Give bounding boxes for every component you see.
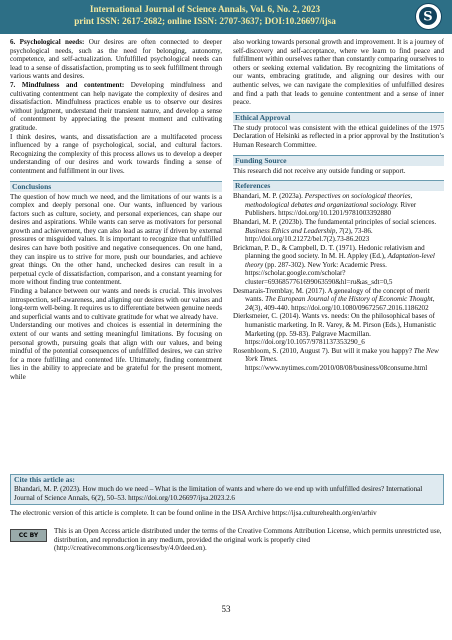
reference-item[interactable]: Dierksmeier, C. (2014). Wants vs. needs: On the philosophical bases of humanistic marketing. In R. Varey, & M. Pirson (Eds.), Humanistic Marketing (pp. 59-83). Palgrave Macmillan. https://doi.org/10.1057/9781137353290_6 <box>233 312 437 347</box>
reference-item: Bhandari, M. P. (2023a). Perspectives on sociological theories, methodological debates and organizational sociology. River Publishers. https://doi.org/10.1201/9781003392880 <box>233 192 417 218</box>
psych-needs-text: Our desires are often connected to deeper psychological needs, such as the need for belonging, autonomy, competence, and self-actualization. Unfulfilled psychological needs can lead to a sense of dissatisfaction, prompting us to seek fulfillment through various wants and desires. <box>10 38 222 81</box>
conclusions-paragraph: Understanding our motives and choices is essential in determining the extent of our wants and setting meaningful limitations. By focusing on personal growth, pursuing goals that align with our values, and being mindful of the potential consequences of unfulfilled desires, we can strive for a more fulfilling and contented life. Ultimately, finding contentment lies in the ability to appreciate and be grateful for the present moment, while <box>10 321 222 381</box>
ethical-approval-heading: Ethical Approval <box>233 112 444 123</box>
journal-issn-line: print ISSN: 2617-2682; online ISSN: 2707-3637; DOI:10.26697/ijsa <box>74 16 336 26</box>
references-heading: References <box>233 180 444 191</box>
conclusions-heading: Conclusions <box>10 181 222 192</box>
left-column <box>10 38 222 382</box>
cc-license-icon: CC BY <box>10 529 47 542</box>
page-number: 53 <box>221 604 231 614</box>
reference-item: Desmarais-Tremblay, M. (2017). A genealogy of the concept of merit wants. The European Journal of the History of Economic Thought, 24(3), 409-440. https://doi.org/10.1080/09672567.2016.1186202 <box>233 286 435 312</box>
license-text[interactable]: This is an Open Access article distributed under the terms of the Creative Commons Attribution License, which permits unrestricted use, distribution, and reproduction in any medium, provided the original work is properly cited (http://creativecommons.org/licenses/by/4.0/deed.en). <box>54 527 442 553</box>
psych-needs-heading: 6. Psychological needs: <box>10 38 85 46</box>
cite-text[interactable]: Bhandari, M. P. (2023). How much do we need – What is the limitation of wants and where do we end up with unfulfilled desires? International Journal of Science Annals, 6(2), 50–53. https://doi.org/10.26697/ijsa.2023.2.6 <box>14 485 423 502</box>
svg-text:S: S <box>423 9 433 25</box>
mindfulness-text: Developing mindfulness and cultivating contentment can help navigate the complexity of desires and dissatisfaction. Mindfulness practices enable us to observe our desires without judgment, understand their transient nature, and develop a sense of contentment by appreciating the present moment and cultivating gratitude. <box>10 80 222 132</box>
mindfulness-heading: 7. Mindfulness and contentment: <box>10 80 125 89</box>
summary-paragraph: I think desires, wants, and dissatisfaction are a multifaceted process influenced by a range of psychological, social, and cultural factors. Recognizing the complexity of this process allows us to develop a deeper understanding of our desires and work towards finding a sense of contentment and fulfillment in our lives. <box>10 132 222 175</box>
right-column <box>233 38 444 373</box>
conclusions-paragraph: The question of how much we need, and the limitations of our wants is a complex and deeply personal one. Our wants, influenced by various factors such as culture, society, and personal experiences, can shape our desires and aspirations. While wants can serve as motivators for personal growth and achievement, they can also lead as astray if driven by external pressures or misguided values. It is important to recognize that unfulfilled desires can have both positive and negative consequences. On one hand, they can inspire us to strive for more, push our boundaries, and achieve great things. On the other hand, unchecked desires can result in a perpetual cycle of dissatisfaction, comparison, and a constant yearning for more without finding true contentment. <box>10 192 222 287</box>
cite-this-article-box <box>10 474 444 505</box>
psych-needs-paragraph <box>10 38 222 81</box>
mindfulness-paragraph <box>10 81 222 133</box>
ethical-approval-text: The study protocol was consistent with the ethical guidelines of the 1975 Declaration of Helsinki as reflected in a prior approval by the Institution’s Human Research Committee. <box>233 123 444 149</box>
funding-source-heading: Funding Source <box>233 155 444 166</box>
reference-item: Rosenbloom, S. (2010, August 7). But will it make you happy? The New York Times. https://www.nytimes.com/2010/08/08/business/08consume.html <box>233 346 439 372</box>
journal-header <box>0 0 452 34</box>
cite-heading: Cite this article as: <box>14 475 75 484</box>
continued-paragraph: also working towards personal growth and improvement. It is a journey of self-discovery and self-acceptance, where we learn to find peace and fulfillment within ourselves rather than constantly comparing ourselves to others or seeking external validation. By recognizing the limitations of our wants, embracing gratitude, and aligning our desires with our authentic selves, we can navigate the complexities of unfulfilled desires and find a path that leads to genuine contentment and a sense of inner peace. <box>233 38 444 107</box>
reference-item: Bhandari, M. P. (2023b). The fundamental principles of social sciences. Business Ethics and Leadership, 7(2), 73-86. http://doi.org/10.21272/bel.7(2).73-86.2023 <box>233 217 437 244</box>
journal-logo-icon <box>415 3 442 30</box>
conclusions-paragraph: Finding a balance between our wants and needs is crucial. This involves introspection, self-awareness, and aligning our desires with our values and long-term well-being. It requires us to differentiate between genuine needs and superficial wants and to cultivate gratitude for what we already have. <box>10 287 222 321</box>
electronic-version-note[interactable]: The electronic version of this article is complete. It can be found online in the IJSA Archive https://ijsa.culturehealth.org/en/arhiv <box>10 509 377 517</box>
funding-source-text: This research did not receive any outside funding or support. <box>233 166 406 175</box>
reference-item: Brickman, P. D., & Campbell, D. T. (1971). Hedonic relativism and planning the good society. In M. H. Appley (Ed.), Adaptation-level theory (pp. 287-302). New York: Academic Press. https://scholar.google.com/scholar?cluster=6936857761699063590&hl=ru&as_sdt=0,5 <box>233 243 435 287</box>
journal-title-line: International Journal of Science Annals, Vol. 6, No. 2, 2023 <box>89 4 321 14</box>
